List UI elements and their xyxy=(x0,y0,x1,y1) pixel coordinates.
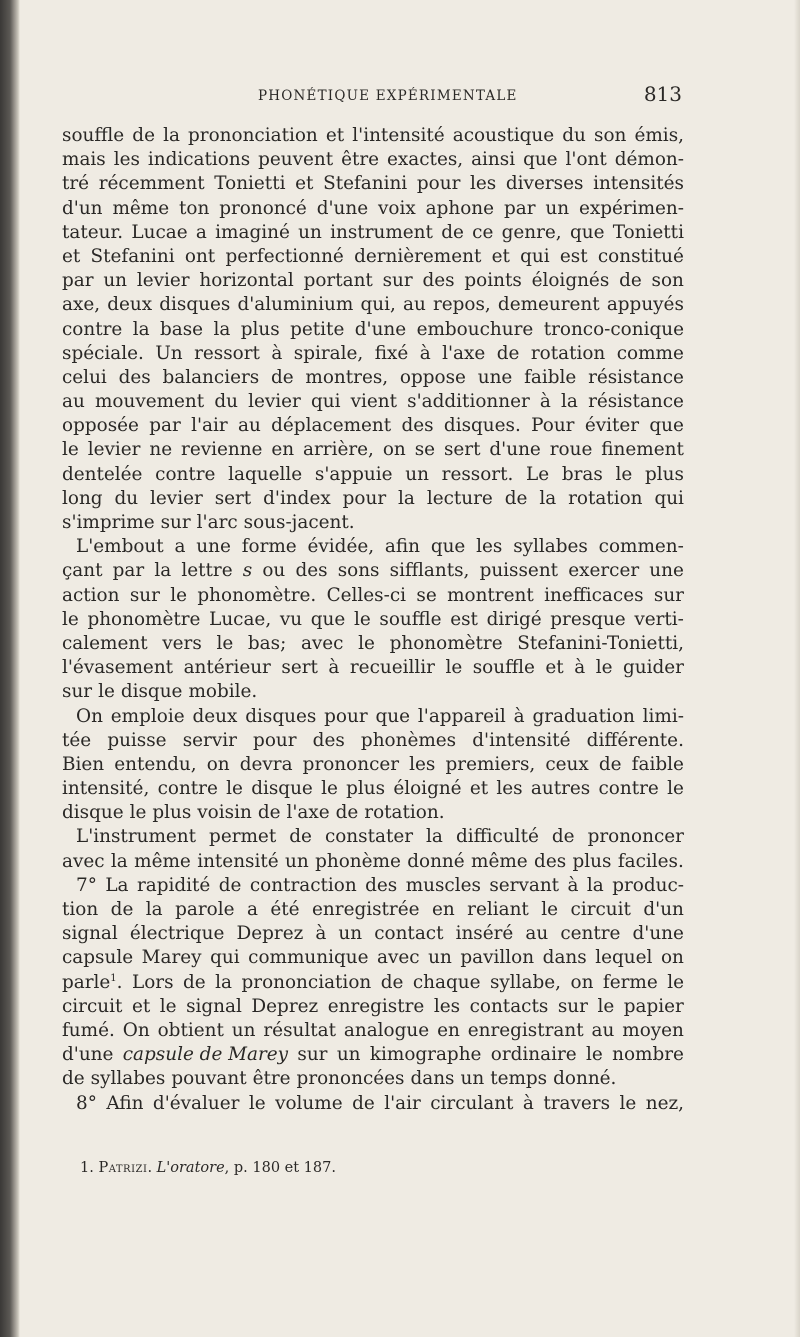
text-line: tateur. Lucae a imaginé un instrument de ce genre, que Tonietti xyxy=(62,221,684,243)
text-line: disque le plus voisin de l'axe de rotation. xyxy=(62,802,445,824)
text-line: celui des balanciers de montres, oppose une faible résistance xyxy=(62,366,684,388)
text-line: capsule Marey qui communique avec un pavillon dans lequel on xyxy=(62,947,684,969)
text-line: d'une capsule de Marey sur un kimographe ordinaire le nombre xyxy=(62,1044,684,1066)
page-number: 813 xyxy=(643,82,682,106)
text-line: s'imprime sur l'arc sous-jacent. xyxy=(62,512,355,533)
page-binding-edge xyxy=(0,0,20,1337)
text-line: 7° La rapidité de contraction des muscles servant à la produc- xyxy=(76,874,684,896)
text-line: opposée par l'air au déplacement des disques. Pour éviter que xyxy=(62,415,684,437)
body-text xyxy=(62,124,684,1116)
text-line: de syllabes pouvant être prononcées dans un temps donné. xyxy=(62,1068,617,1090)
text-line: tée puisse servir pour des phonèmes d'intensité différente. xyxy=(62,729,684,751)
text-line: mais les indications peuvent être exactes, ainsi que l'ont démon- xyxy=(62,149,684,171)
text-line: L'embout a une forme évidée, afin que les syllabes commen- xyxy=(76,536,684,558)
text-line: çant par la lettre s ou des sons sifflants, puissent exercer une xyxy=(62,560,684,582)
text-line: fumé. On obtient un résultat analogue en enregistrant au moyen xyxy=(62,1019,684,1041)
running-head xyxy=(62,82,682,110)
footnote-author: Patrizi xyxy=(98,1160,148,1176)
text-line: dentelée contre laquelle s'appuie un ressort. Le bras le plus xyxy=(62,463,684,485)
text-line: parle$^1$. Lors de la prononciation de chaque syllabe, on ferme le xyxy=(62,971,684,993)
text-line: contre la base la plus petite d'une embouchure tronco-conique xyxy=(62,318,684,340)
text-line: signal électrique Deprez à un contact inséré au centre d'une xyxy=(62,923,684,945)
text-line: par un levier horizontal portant sur des points éloignés de son xyxy=(62,270,684,292)
text-line: axe, deux disques d'aluminium qui, au repos, demeurent appuyés xyxy=(62,294,684,316)
text-line: le levier ne revienne en arrière, on se sert d'une roue finement xyxy=(62,439,684,461)
footnote-pages: , p. 180 et 187. xyxy=(224,1160,336,1176)
text-line: souffle de la prononciation et l'intensité acoustique du son émis, xyxy=(62,125,684,146)
text-line: l'évasement antérieur sert à recueillir le souffle et à le guider xyxy=(62,657,684,679)
text-line: circuit et le signal Deprez enregistre les contacts sur le papier xyxy=(62,995,684,1017)
text-line: L'instrument permet de constater la difficulté de prononcer xyxy=(76,826,684,848)
text-line: On emploie deux disques pour que l'appareil à graduation limi- xyxy=(76,705,684,727)
text-line: et Stefanini ont perfectionné dernièrement et qui est constitué xyxy=(62,245,684,267)
text-line: long du levier sert d'index pour la lecture de la rotation qui xyxy=(62,487,684,509)
text-line: d'un même ton prononcé d'une voix aphone par un expérimen- xyxy=(62,197,684,219)
text-line: Bien entendu, on devra prononcer les premiers, ceux de faible xyxy=(62,753,684,775)
text-line: le phonomètre Lucae, vu que le souffle est dirigé presque verti- xyxy=(62,608,684,630)
text-line: tion de la parole a été enregistrée en reliant le circuit d'un xyxy=(62,899,684,920)
footnote-number: 1. xyxy=(80,1160,94,1176)
text-line: sur le disque mobile. xyxy=(62,681,258,703)
footnote-title: L'oratore xyxy=(156,1160,225,1176)
text-line: action sur le phonomètre. Celles-ci se montrent inefficaces sur xyxy=(62,584,684,606)
text-line: tré récemment Tonietti et Stefanini pour les diverses intensités xyxy=(62,173,684,195)
text-line: au mouvement du levier qui vient s'additionner à la résistance xyxy=(62,391,684,413)
text-line: intensité, contre le disque le plus éloigné et les autres contre le xyxy=(62,778,684,800)
text-line: spéciale. Un ressort à spirale, fixé à l'axe de rotation comme xyxy=(62,342,684,364)
text-line: avec la même intensité un phonème donné même des plus faciles. xyxy=(62,850,684,872)
page-right-edge xyxy=(794,0,800,1337)
footnote: 1. Patrizi. L'oratore, p. 180 et 187. xyxy=(80,1160,336,1176)
text-line: calement vers le bas; avec le phonomètre Stefanini-Tonietti, xyxy=(62,632,684,654)
running-title: PHONÉTIQUE EXPÉRIMENTALE xyxy=(258,88,518,104)
text-line: 8° Afin d'évaluer le volume de l'air circulant à travers le nez, xyxy=(76,1092,684,1114)
